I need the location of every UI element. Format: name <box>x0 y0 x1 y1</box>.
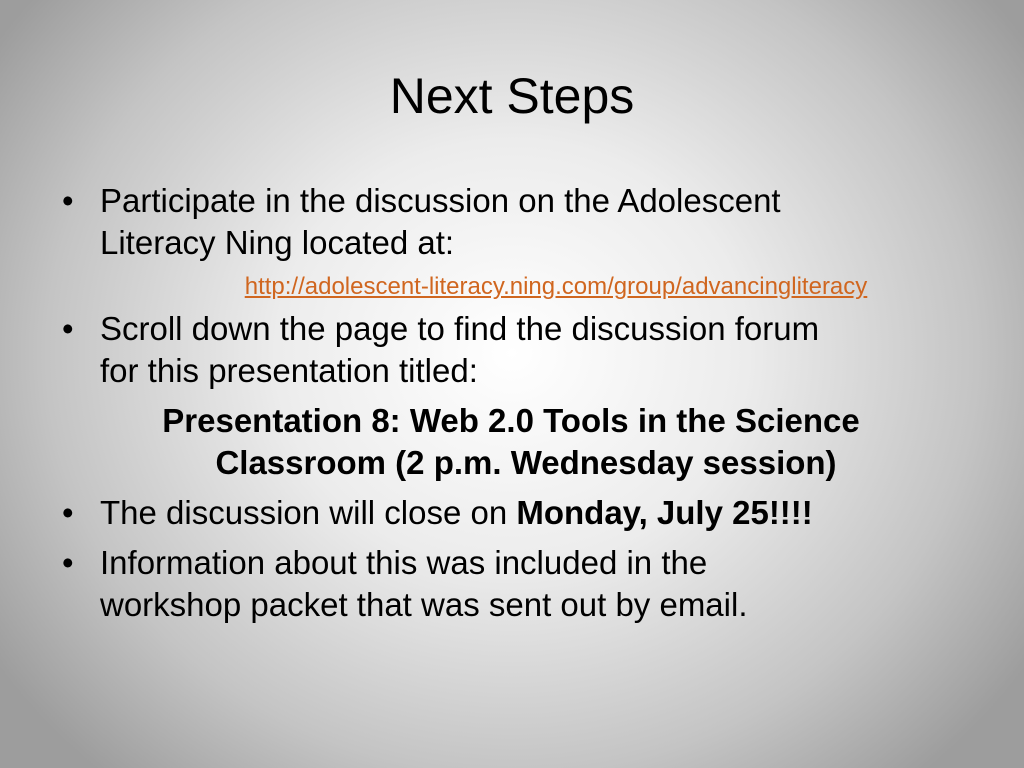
presentation-title <box>56 400 986 484</box>
ning-link-line <box>126 272 986 302</box>
bullet-text: The discussion will close on <box>100 494 517 531</box>
ning-discussion-link[interactable]: http://adolescent-literacy.ning.com/group/advancingliteracy <box>244 273 868 300</box>
bullet-text-line: Literacy Ning located at: <box>100 224 455 261</box>
bullet-item-information <box>56 542 986 626</box>
bullet-item-participate <box>56 180 986 264</box>
slide-content <box>56 180 986 634</box>
bullet-text-line: Participate in the discussion on the Adolescent <box>100 182 781 219</box>
bullet-text-line: for this presentation titled: <box>100 352 478 389</box>
bullet-icon: • <box>62 544 74 581</box>
close-date: Monday, July 25!!!! <box>516 494 813 531</box>
slide-title: Next Steps <box>389 68 635 124</box>
bullet-icon: • <box>62 494 74 531</box>
presentation-title-line: Presentation 8: Web 2.0 Tools in the Science <box>162 402 860 439</box>
bullet-text-line: workshop packet that was sent out by email. <box>100 586 748 623</box>
bullet-text-line: Scroll down the page to find the discussion forum <box>100 310 820 347</box>
bullet-text-line: Information about this was included in the <box>100 544 708 581</box>
bullet-icon: • <box>62 182 74 219</box>
bullet-icon: • <box>62 310 74 347</box>
bullet-item-close-date <box>56 492 986 534</box>
presentation-title-line: Classroom (2 p.m. Wednesday session) <box>215 444 837 481</box>
bullet-item-scroll <box>56 308 986 392</box>
